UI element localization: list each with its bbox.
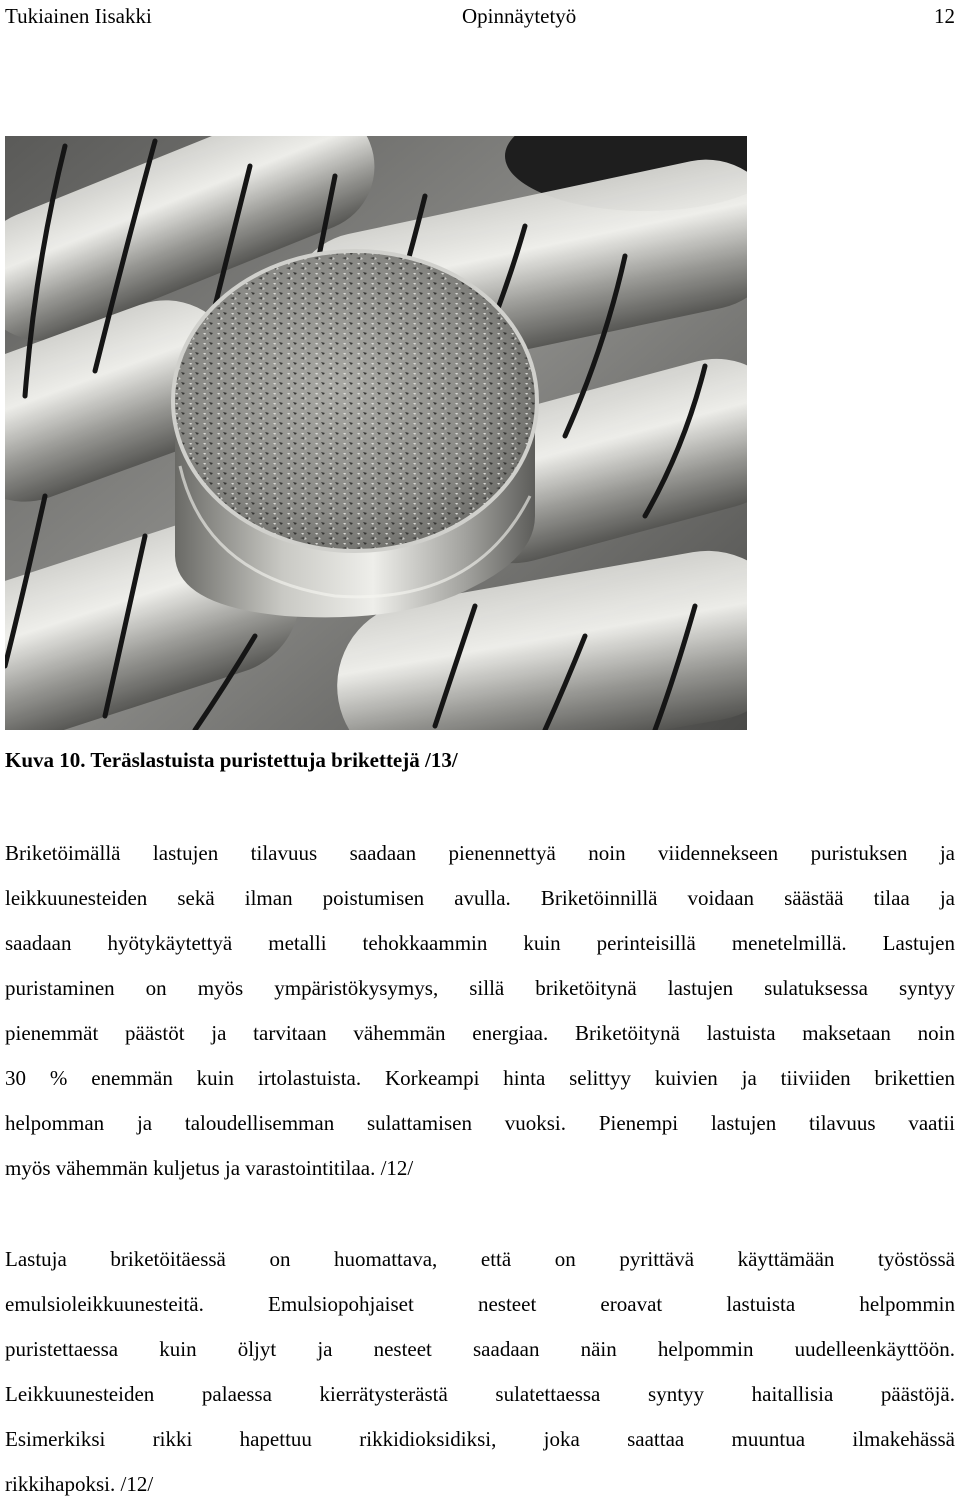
briquettes-photo: [5, 136, 747, 730]
paragraph-line: Leikkuunesteiden palaessa kierrätysterästä sulatettaessa syntyy haitallisia päästöjä.: [5, 1382, 955, 1406]
paragraph-line: 30 % enemmän kuin irtolastuista. Korkeampi hinta selittyy kuivien ja tiiviiden brikettien: [5, 1066, 955, 1090]
paragraph-line: saadaan hyötykäytettyä metalli tehokkaammin kuin perinteisillä menetelmillä. Lastujen: [5, 931, 955, 955]
figure-caption: Kuva 10. Teräslastuista puristettuja brikettejä /13/: [5, 748, 458, 772]
paragraph-line: Lastuja briketöitäessä on huomattava, että on pyrittävä käyttämään työstössä: [5, 1247, 955, 1271]
page-header: [5, 2, 955, 34]
paragraph-line: puristettaessa kuin öljyt ja nesteet saadaan näin helpommin uudelleenkäyttöön.: [5, 1337, 955, 1361]
paragraph-line: Briketöimällä lastujen tilavuus saadaan pienennettyä noin viidennekseen puristuksen ja: [5, 841, 955, 865]
paragraph-line: helpomman ja taloudellisemman sulattamisen vuoksi. Pienempi lastujen tilavuus vaatii: [5, 1111, 955, 1135]
paragraph-line: rikkihapoksi. /12/: [5, 1472, 154, 1496]
paragraph-line: Esimerkiksi rikki hapettuu rikkidioksidiksi, joka saattaa muuntua ilmakehässä: [5, 1427, 955, 1451]
paragraph-line: puristaminen on myös ympäristökysymys, sillä briketöitynä lastujen sulatuksessa syntyy: [5, 976, 955, 1000]
paragraph-line: emulsioleikkuunesteitä. Emulsiopohjaiset nesteet eroavat lastuista helpommin: [5, 1292, 955, 1316]
paragraph-line: pienemmät päästöt ja tarvitaan vähemmän energiaa. Briketöitynä lastuista maksetaan noin: [5, 1021, 955, 1045]
paragraph-briquetting: [5, 831, 955, 1191]
steel-chip-briquettes-image: [5, 136, 747, 730]
paragraph-line: leikkuunesteiden sekä ilman poistumisen avulla. Briketöinnillä voidaan säästää tilaa ja: [5, 886, 955, 910]
header-author: Tukiainen Iisakki: [5, 4, 152, 28]
paragraph-cutting-fluids: [5, 1237, 955, 1507]
header-document-type: Opinnäytetyö: [462, 4, 577, 28]
header-page-number: 12: [934, 4, 955, 28]
paragraph-line: myös vähemmän kuljetus ja varastointitilaa. /12/: [5, 1156, 414, 1180]
